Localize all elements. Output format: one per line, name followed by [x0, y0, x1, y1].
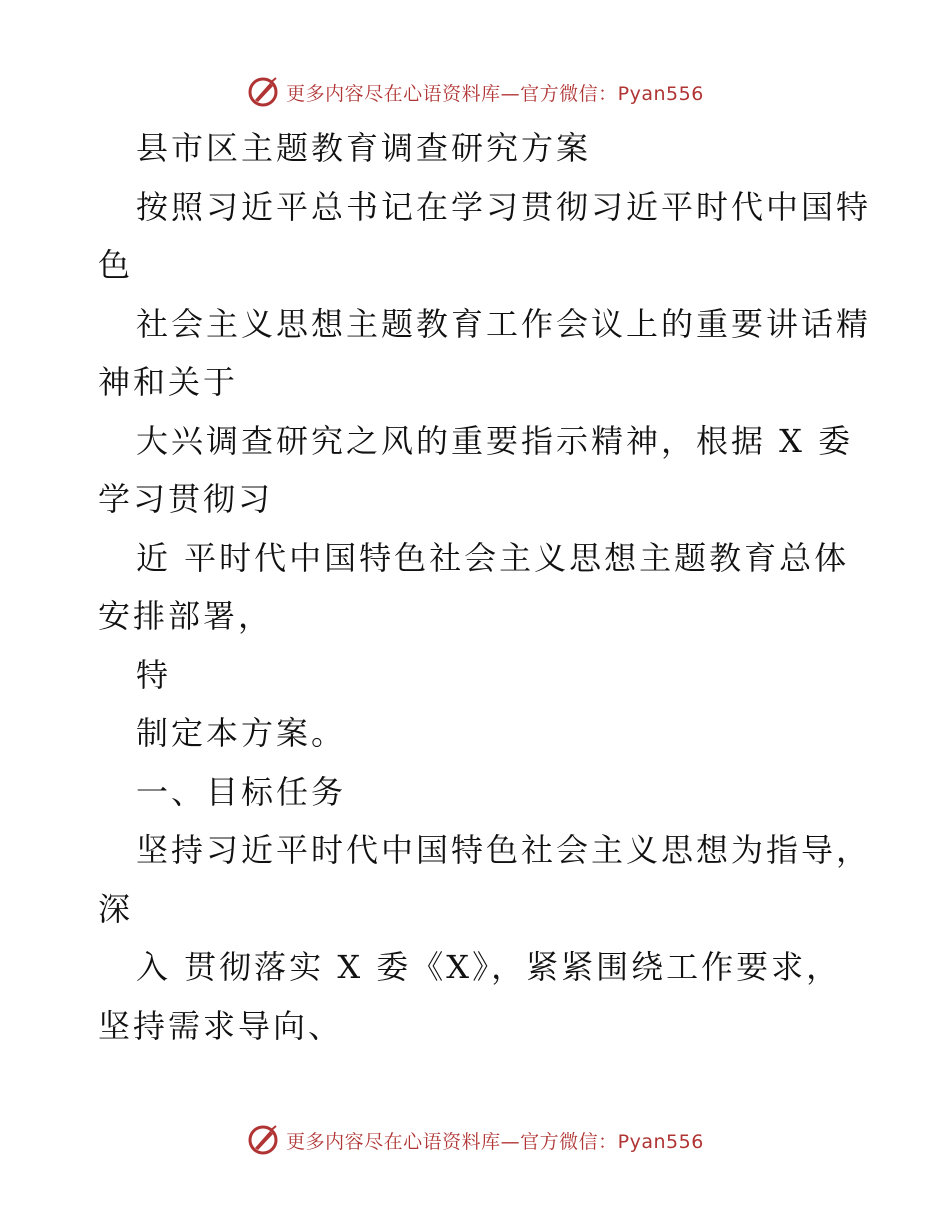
paragraph-line: 大兴调查研究之风的重要指示精神，根据 X 委 [136, 421, 854, 460]
paragraph-line: 社会主义思想主题教育工作会议上的重要讲话精 [136, 304, 872, 343]
paragraph-line: 色 [98, 246, 134, 284]
paragraph-line: 特 [136, 655, 172, 694]
paragraph-line: 坚持习近平时代中国特色社会主义思想为指导， [136, 831, 872, 869]
document-body [98, 119, 872, 1055]
paragraph-line: 神和关于 [98, 363, 239, 401]
paragraph-line: 深 [98, 889, 134, 928]
paragraph-line: 安排部署， [98, 597, 274, 635]
paragraph-line: 制定本方案。 [136, 714, 347, 752]
quill-pen-logo-icon [246, 1123, 280, 1157]
header-banner [0, 72, 950, 112]
paragraph-line: 学习贯彻习 [98, 480, 274, 518]
paragraph-line: 按照习近平总书记在学习贯彻习近平时代中国特 [136, 187, 872, 226]
footer-banner-text: 更多内容尽在心语资料库—官方微信：Pyan556 [286, 1130, 704, 1153]
paragraph-line: 入 贯彻落实 X 委《X》，紧紧围绕工作要求， [136, 948, 842, 986]
document-title: 县市区主题教育调查研究方案 [136, 129, 592, 167]
paragraph-line: 坚持需求导向、 [98, 1006, 344, 1045]
section-heading: 一、目标任务 [136, 772, 347, 811]
footer-banner [0, 1120, 950, 1160]
quill-pen-logo-icon [246, 75, 280, 109]
header-banner-text: 更多内容尽在心语资料库—官方微信：Pyan556 [286, 82, 704, 105]
paragraph-line: 近 平时代中国特色社会主义思想主题教育总体 [136, 538, 850, 577]
